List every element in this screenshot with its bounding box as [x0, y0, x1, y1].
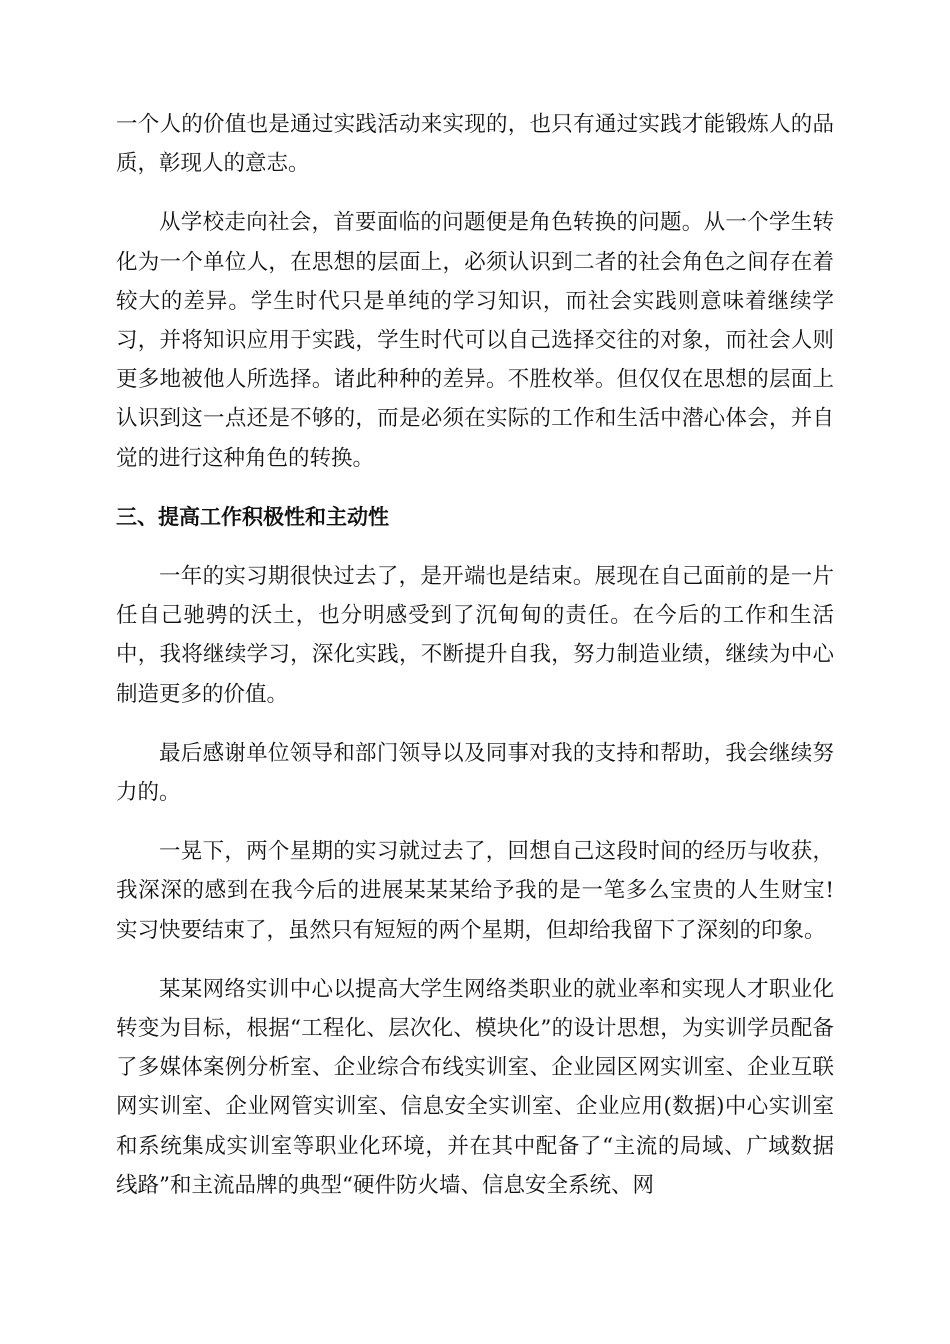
paragraph-continuation: 一个人的价值也是通过实践活动来实现的，也只有通过实践才能锻炼人的品质，彰现人的意志。 — [116, 112, 834, 177]
document-page — [116, 105, 834, 1225]
paragraph-thanks: 最后感谢单位领导和部门领导以及同事对我的支持和帮助，我会继续努力的。 — [116, 740, 834, 806]
paragraph-two-weeks: 一晃下，两个星期的实习就过去了，回想自己这段时间的经历与收获，我深深的感到在我今后的进展某某某给予我的是一笔多么宝贵的人生财宝!实习快要结束了，虽然只有短短的两个星期，但却给我留下了深刻的印象。 — [116, 839, 834, 943]
paragraph-training-center: 某某网络实训中心以提高大学生网络类职业的就业率和实现人才职业化转变为目标，根据“工程化、层次化、模块化”的设计思想，为实训学员配备了多媒体案例分析室、企业综合布线实训室、企业园区网实训室、企业互联网实训室、企业网管实训室、信息安全实训室、企业应用(数据)中心实训室和系统集成实训室等职业化环境，并在其中配备了“主流的局域、广域数据线路”和主流品牌的典型“硬件防火墙、信息安全系统、网 — [116, 976, 834, 1198]
paragraph-role-transition: 从学校走向社会，首要面临的问题便是角色转换的问题。从一个学生转化为一个单位人，在思想的层面上，必须认识到二者的社会角色之间存在着较大的差异。学生时代只是单纯的学习知识，而社会实践则意味着继续学习，并将知识应用于实践，学生时代可以自己选择交往的对象，而社会人则更多地被他人所选择。诸此种种的差异。不胜枚举。但仅仅在思想的层面上认识到这一点还是不够的，而是必须在实际的工作和生活中潜心体会，并自觉的进行这种角色的转换。 — [116, 210, 834, 471]
paragraph-internship-end: 一年的实习期很快过去了，是开端也是结束。展现在自己面前的是一片任自己驰骋的沃土，也分明感受到了沉甸甸的责任。在今后的工作和生活中，我将继续学习，深化实践，不断提升自我，努力制造业绩，继续为中心制造更多的价值。 — [116, 564, 834, 707]
section-heading: 三、提高工作积极性和主动性 — [116, 504, 389, 529]
